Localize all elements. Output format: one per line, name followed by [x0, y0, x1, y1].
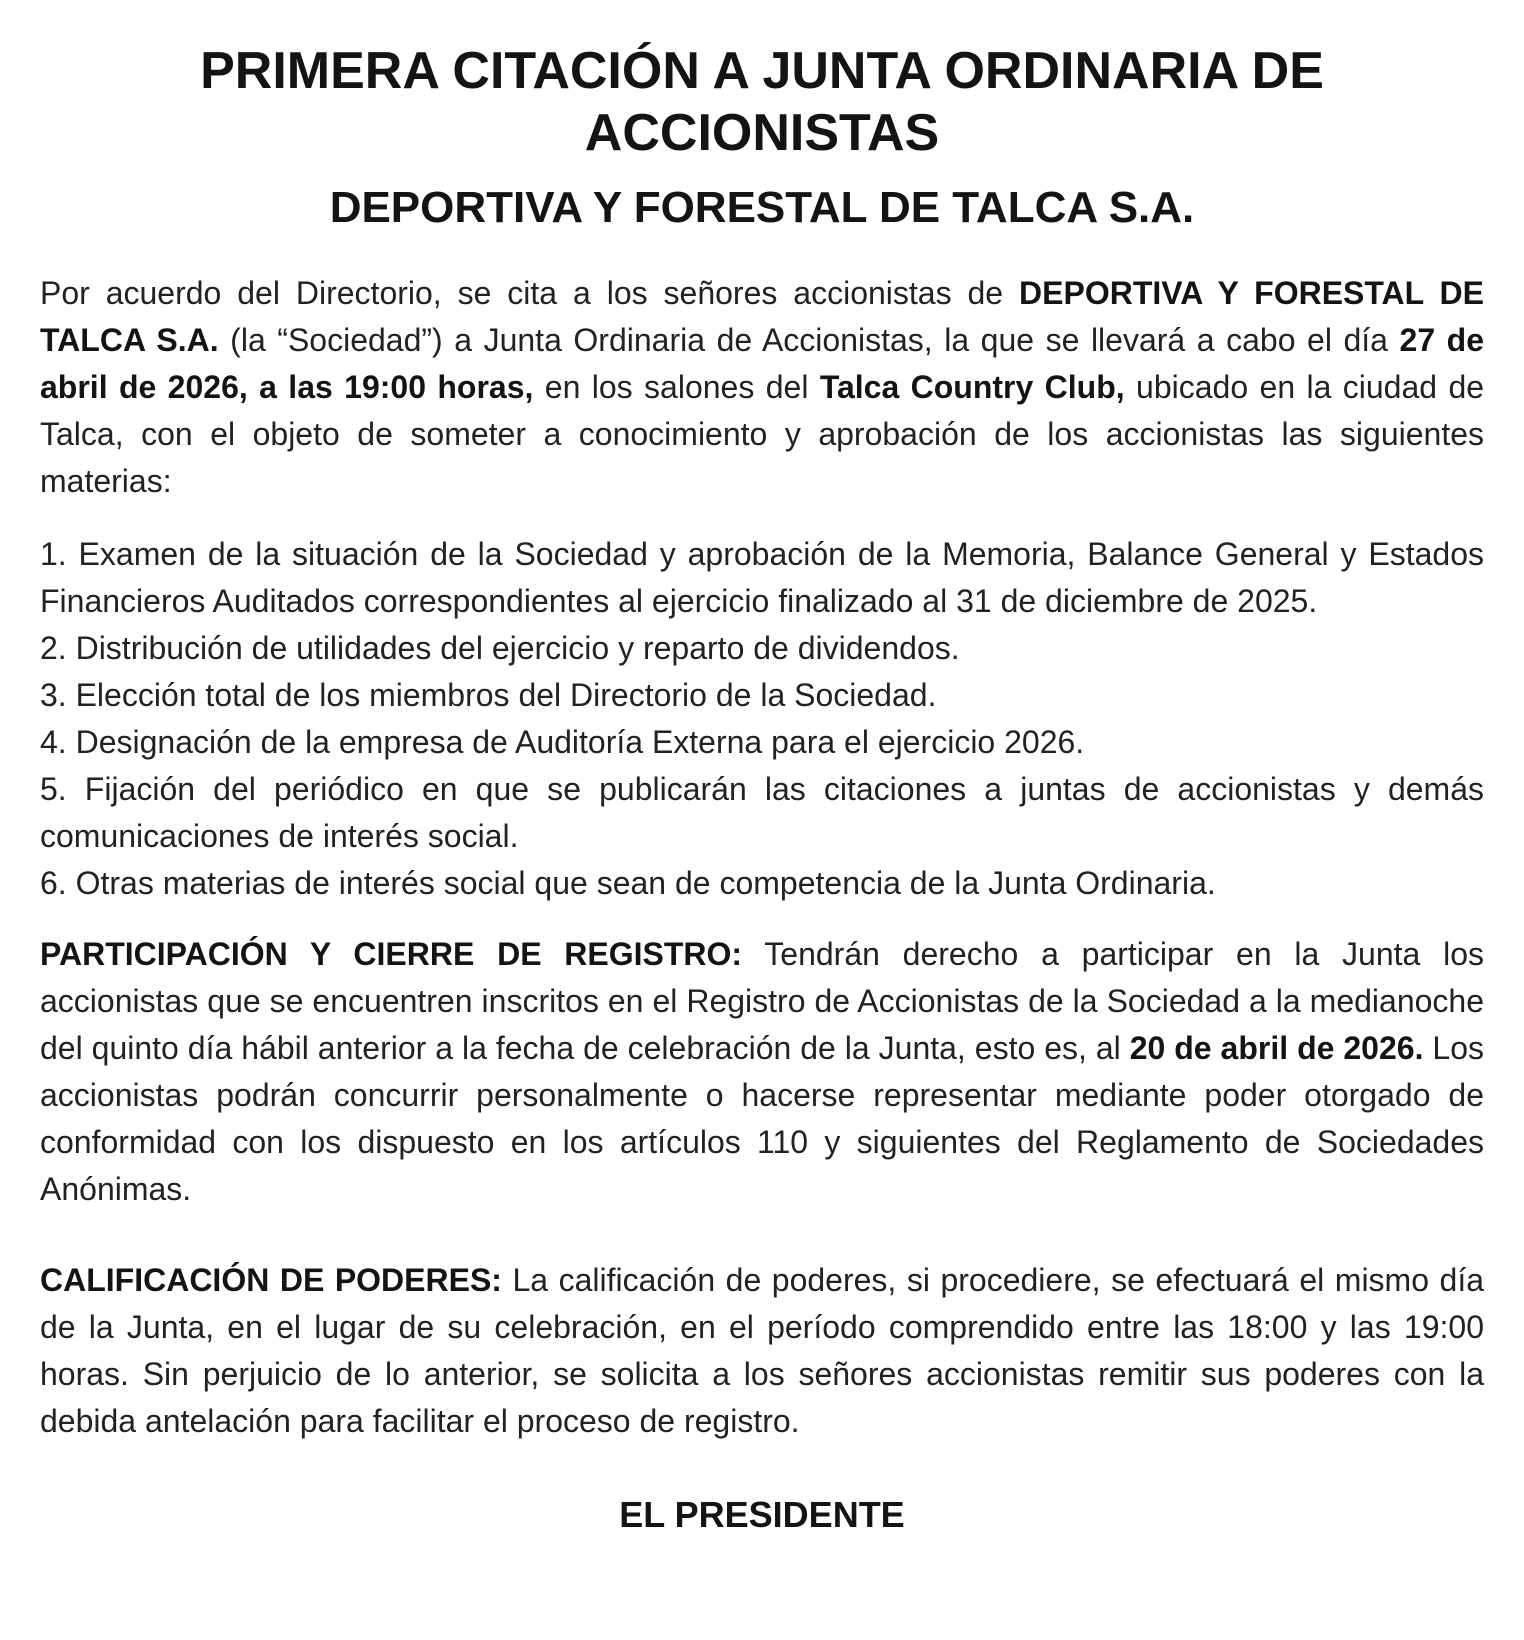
poderes-heading: CALIFICACIÓN DE PODERES:: [40, 1262, 502, 1298]
registry-date-bold: 20 de abril de 2026.: [1129, 1030, 1424, 1066]
participation-paragraph: [40, 931, 1484, 1213]
signature: EL PRESIDENTE: [619, 1494, 905, 1535]
agenda-item: 1. Examen de la situación de la Sociedad y aprobación de la Memoria, Balance General y Estados Financieros Auditados correspondientes al ejercicio finalizado al 31 de diciembre de 2025.: [40, 536, 1484, 619]
agenda-list: [40, 531, 1484, 907]
agenda-item: 4. Designación de la empresa de Auditoría Externa para el ejercicio 2026.: [40, 724, 1085, 760]
participation-text-1: Tendrán derecho a participar en la Junta los accionistas que se encuentren inscritos en el Registro de Accionistas de la Sociedad a la medianoche del quinto día hábil anterior a la fecha de celebración de la Junta, esto es, al: [40, 936, 1485, 1066]
intro-paragraph: [40, 270, 1484, 505]
agenda-item: 5. Fijación del periódico en que se publicarán las citaciones a juntas de accionistas y demás comunicaciones de interés social.: [40, 771, 1484, 854]
intro-text-2: (la “Sociedad”) a Junta Ordinaria de Accionistas, la que se llevará a cabo el día: [218, 322, 1400, 358]
intro-text-1: Por acuerdo del Directorio, se cita a los señores accionistas de: [40, 275, 1020, 311]
venue-bold: Talca Country Club,: [819, 369, 1125, 405]
poderes-text: La calificación de poderes, si procediere, se efectuará el mismo día de la Junta, en el lugar de su celebración, en el período comprendido entre las 18:00 y las 19:00 horas. Sin perjuicio de lo anterior, se solicita a los señores accionistas remitir sus poderes con la debida antelación para facilitar el proceso de registro.: [40, 1262, 1485, 1439]
notice-title: PRIMERA CITACIÓN A JUNTA ORDINARIA DE ACCIONISTAS: [200, 42, 1324, 162]
intro-company-bold: DEPORTIVA Y FORESTAL DE TALCA S.A.: [40, 275, 1485, 358]
poderes-paragraph: [40, 1257, 1484, 1445]
participation-heading: PARTICIPACIÓN Y CIERRE DE REGISTRO:: [40, 936, 743, 972]
agenda-item: 6. Otras materias de interés social que sean de competencia de la Junta Ordinaria.: [40, 865, 1216, 901]
participation-text-2: Los accionistas podrán concurrir personalmente o hacerse representar mediante poder otorgado de conformidad con los dispuesto en los artículos 110 y siguientes del Reglamento de Sociedades Anónimas.: [40, 1030, 1485, 1207]
intro-text-4: ubicado en la ciudad de Talca, con el objeto de someter a conocimiento y aprobación de los accionistas las siguientes materias:: [40, 369, 1485, 499]
agenda-item: 2. Distribución de utilidades del ejercicio y reparto de dividendos.: [40, 630, 960, 666]
intro-text-3: en los salones del: [533, 369, 820, 405]
meeting-date-bold: 27 de abril de 2026, a las 19:00 horas,: [40, 322, 1485, 405]
company-name: DEPORTIVA Y FORESTAL DE TALCA S.A.: [329, 183, 1195, 232]
agenda-item: 3. Elección total de los miembros del Directorio de la Sociedad.: [40, 677, 937, 713]
